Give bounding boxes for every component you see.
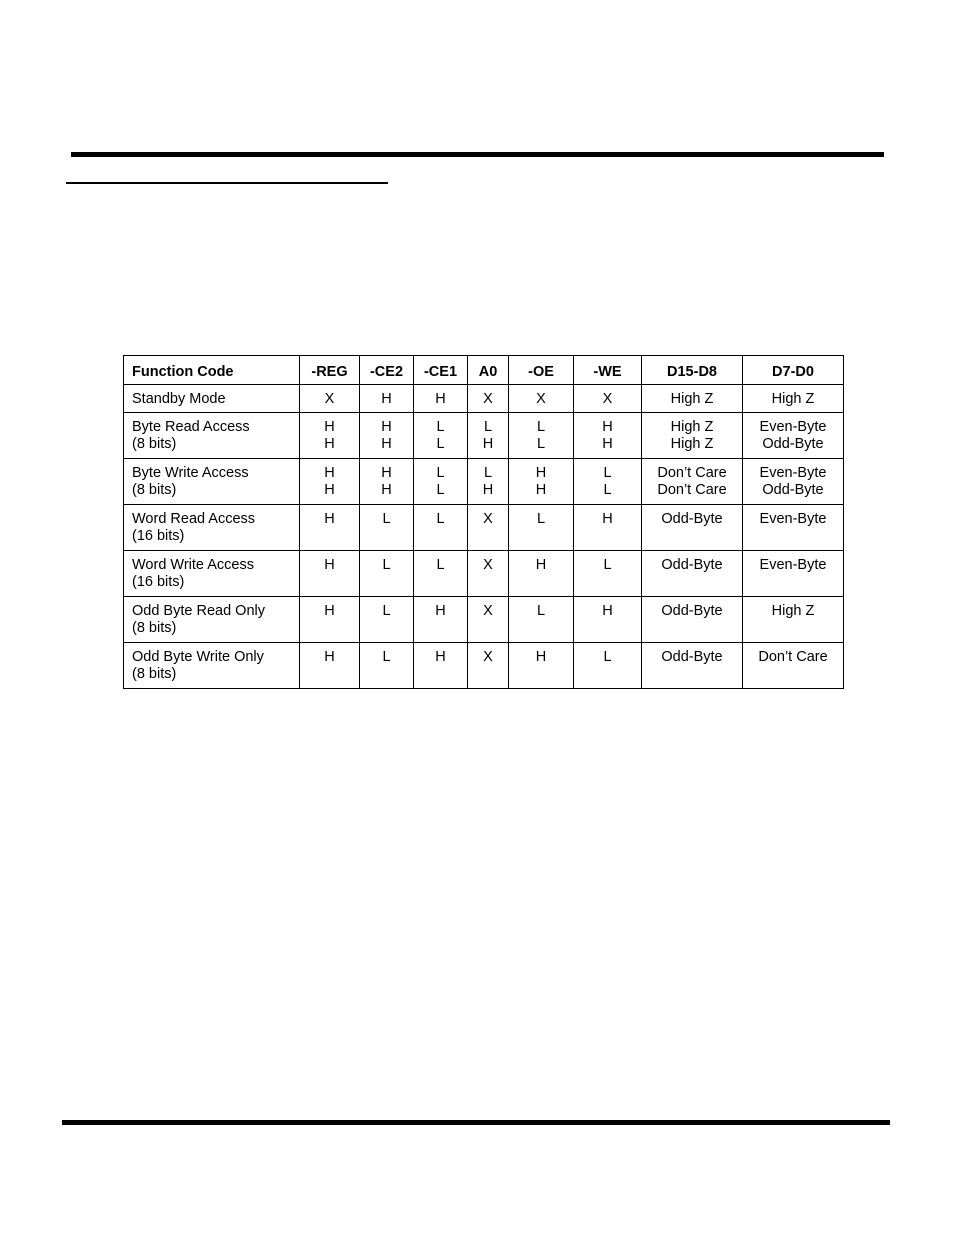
cell-text: H [381, 482, 392, 498]
bottom-horizontal-rule [62, 1120, 890, 1125]
a0-cell [468, 643, 509, 689]
cell-text: H [482, 436, 494, 452]
ce2-cell [360, 597, 414, 643]
function-code-cell [124, 505, 300, 551]
section-heading-underline [66, 182, 388, 184]
cell-text: Odd Byte Read Only [132, 603, 265, 619]
cell-text: L [436, 465, 445, 481]
table-row [124, 413, 844, 459]
reg-cell [300, 643, 360, 689]
cell-text: Even-Byte [759, 511, 827, 527]
function-code-table [123, 355, 844, 689]
table-row [124, 551, 844, 597]
table-body [124, 385, 844, 689]
table-row [124, 643, 844, 689]
oe-cell [509, 505, 574, 551]
ce1-cell [414, 551, 468, 597]
column-header: -OE [509, 356, 574, 385]
cell-text: H [324, 465, 335, 481]
cell-text: H [602, 603, 613, 619]
oe-cell [509, 551, 574, 597]
cell-text: H [324, 603, 335, 619]
reg-cell [300, 551, 360, 597]
cell-text: Odd Byte Write Only [132, 649, 264, 665]
cell-text: H [535, 482, 547, 498]
cell-text: Even-Byte [759, 419, 827, 435]
cell-text: L [536, 511, 546, 527]
cell-text: High Z [670, 391, 714, 407]
cell-text: Byte Read Access [132, 419, 250, 435]
cell-text: Don’t Care [657, 482, 727, 498]
oe-cell [509, 459, 574, 505]
cell-text: H [602, 419, 613, 435]
d7-d0-cell [743, 413, 844, 459]
cell-text: H [381, 419, 392, 435]
reg-cell [300, 505, 360, 551]
d15-d8-cell [642, 643, 743, 689]
cell-text: (8 bits) [132, 482, 177, 498]
cell-text: X [602, 391, 613, 407]
function-code-cell [124, 459, 300, 505]
cell-text: Odd-Byte [661, 603, 723, 619]
cell-text: H [482, 482, 494, 498]
d15-d8-cell [642, 385, 743, 413]
cell-text: (8 bits) [132, 666, 177, 682]
reg-cell [300, 597, 360, 643]
cell-text: Standby Mode [132, 391, 226, 407]
cell-text: L [536, 436, 546, 452]
cell-text: High Z [670, 436, 714, 452]
d15-d8-cell [642, 459, 743, 505]
column-header: D7-D0 [743, 356, 844, 385]
a0-cell [468, 459, 509, 505]
a0-cell [468, 505, 509, 551]
a0-cell [468, 597, 509, 643]
d15-d8-cell [642, 551, 743, 597]
cell-text: High Z [771, 391, 815, 407]
cell-text: H [381, 391, 392, 407]
cell-text: (8 bits) [132, 620, 177, 636]
cell-text: H [381, 436, 392, 452]
column-header: -CE1 [414, 356, 468, 385]
cell-text: Odd-Byte [661, 557, 723, 573]
cell-text: H [535, 465, 547, 481]
d7-d0-cell [743, 505, 844, 551]
function-code-cell [124, 643, 300, 689]
we-cell [574, 505, 642, 551]
cell-text: L [436, 436, 445, 452]
cell-text: H [324, 436, 335, 452]
d7-d0-cell [743, 643, 844, 689]
cell-text: X [483, 603, 493, 619]
oe-cell [509, 597, 574, 643]
cell-text: H [435, 649, 446, 665]
cell-text: (16 bits) [132, 574, 185, 590]
column-header: A0 [468, 356, 509, 385]
function-code-cell [124, 385, 300, 413]
we-cell [574, 459, 642, 505]
cell-text: X [536, 391, 546, 407]
we-cell [574, 597, 642, 643]
ce2-cell [360, 459, 414, 505]
column-header: -WE [574, 356, 642, 385]
table-row [124, 597, 844, 643]
cell-text: Odd-Byte [762, 436, 824, 452]
oe-cell [509, 643, 574, 689]
cell-text: High Z [771, 603, 815, 619]
reg-cell [300, 459, 360, 505]
cell-text: H [324, 482, 335, 498]
ce2-cell [360, 385, 414, 413]
cell-text: L [603, 557, 612, 573]
cell-text: Even-Byte [759, 465, 827, 481]
cell-text: X [324, 391, 335, 407]
ce1-cell [414, 459, 468, 505]
cell-text: Don’t Care [758, 649, 828, 665]
cell-text: L [382, 603, 391, 619]
a0-cell [468, 413, 509, 459]
we-cell [574, 385, 642, 413]
cell-text: X [483, 391, 493, 407]
cell-text: L [382, 511, 391, 527]
reg-cell [300, 385, 360, 413]
cell-text: Word Write Access [132, 557, 254, 573]
ce1-cell [414, 385, 468, 413]
cell-text: (8 bits) [132, 436, 177, 452]
d15-d8-cell [642, 413, 743, 459]
ce1-cell [414, 505, 468, 551]
table-row [124, 505, 844, 551]
cell-text: L [436, 419, 445, 435]
cell-text: X [483, 511, 493, 527]
cell-text: L [603, 465, 612, 481]
cell-text: High Z [670, 419, 714, 435]
function-code-cell [124, 551, 300, 597]
cell-text: H [435, 391, 446, 407]
cell-text: H [435, 603, 446, 619]
ce1-cell [414, 643, 468, 689]
column-header: D15-D8 [642, 356, 743, 385]
cell-text: L [436, 511, 445, 527]
ce2-cell [360, 551, 414, 597]
d15-d8-cell [642, 597, 743, 643]
cell-text: H [535, 557, 547, 573]
cell-text: H [535, 649, 547, 665]
function-code-cell [124, 413, 300, 459]
cell-text: Odd-Byte [661, 649, 723, 665]
table-header-row [124, 356, 844, 385]
ce2-cell [360, 505, 414, 551]
cell-text: L [536, 419, 546, 435]
cell-text: H [324, 649, 335, 665]
cell-text: X [483, 557, 493, 573]
cell-text: Odd-Byte [762, 482, 824, 498]
table-row [124, 459, 844, 505]
a0-cell [468, 385, 509, 413]
cell-text: L [382, 557, 391, 573]
cell-text: Don’t Care [657, 465, 727, 481]
oe-cell [509, 413, 574, 459]
cell-text: H [602, 436, 613, 452]
cell-text: L [536, 603, 546, 619]
cell-text: (16 bits) [132, 528, 185, 544]
cell-text: H [324, 419, 335, 435]
reg-cell [300, 413, 360, 459]
cell-text: L [603, 649, 612, 665]
table-row [124, 385, 844, 413]
ce2-cell [360, 643, 414, 689]
d7-d0-cell [743, 597, 844, 643]
cell-text: Odd-Byte [661, 511, 723, 527]
ce1-cell [414, 413, 468, 459]
we-cell [574, 413, 642, 459]
we-cell [574, 643, 642, 689]
cell-text: X [483, 649, 493, 665]
cell-text: Even-Byte [759, 557, 827, 573]
function-code-cell [124, 597, 300, 643]
ce2-cell [360, 413, 414, 459]
d7-d0-cell [743, 551, 844, 597]
top-horizontal-rule [71, 152, 884, 157]
d7-d0-cell [743, 459, 844, 505]
cell-text: L [436, 482, 445, 498]
oe-cell [509, 385, 574, 413]
column-header: -CE2 [360, 356, 414, 385]
cell-text: Byte Write Access [132, 465, 249, 481]
cell-text: L [483, 419, 493, 435]
column-header: -REG [300, 356, 360, 385]
we-cell [574, 551, 642, 597]
d7-d0-cell [743, 385, 844, 413]
cell-text: L [603, 482, 612, 498]
cell-text: H [324, 511, 335, 527]
d15-d8-cell [642, 505, 743, 551]
ce1-cell [414, 597, 468, 643]
a0-cell [468, 551, 509, 597]
column-header: Function Code [124, 356, 300, 385]
cell-text: L [382, 649, 391, 665]
cell-text: H [602, 511, 613, 527]
cell-text: H [324, 557, 335, 573]
cell-text: Word Read Access [132, 511, 256, 527]
cell-text: L [483, 465, 493, 481]
cell-text: L [436, 557, 445, 573]
cell-text: H [381, 465, 392, 481]
